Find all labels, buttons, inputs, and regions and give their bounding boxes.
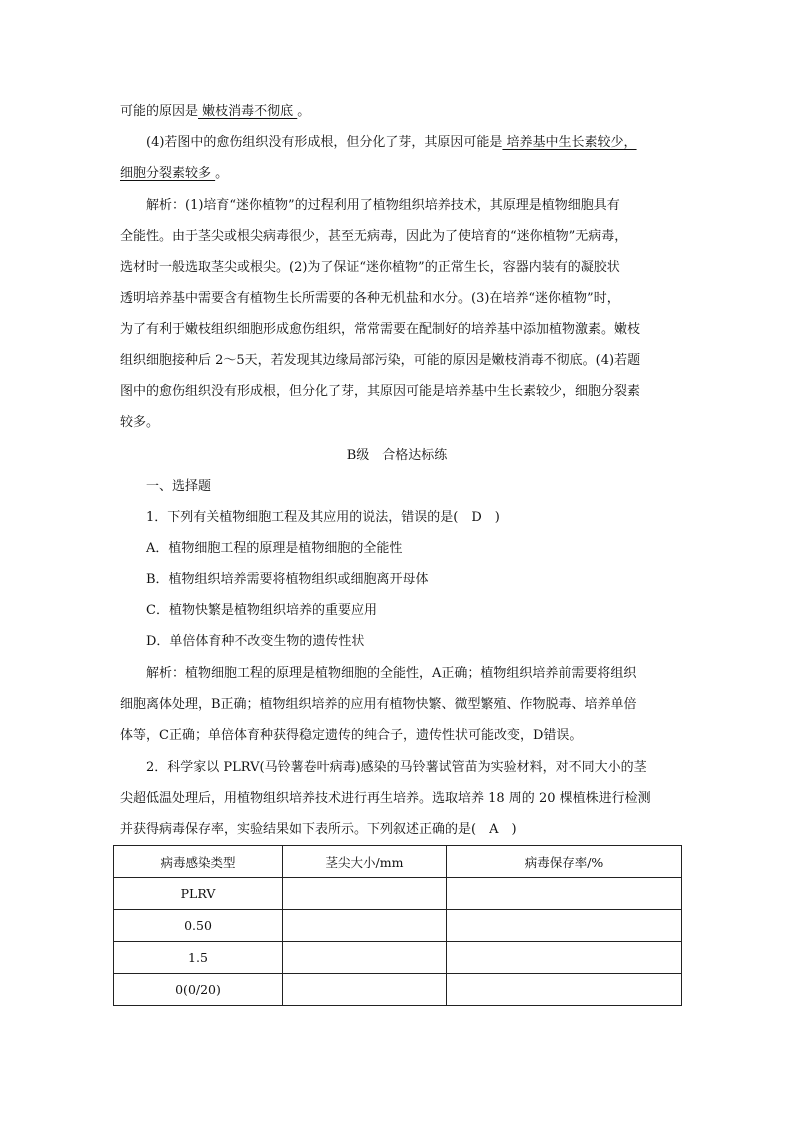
table-header-row [114,846,682,878]
table-cell [283,974,447,1006]
table-row [114,942,682,974]
table-cell: 0(0/20) [114,974,283,1006]
analysis-line: 选材时一般选取茎尖或根尖。(2)为了保证“迷你植物”的正常生长，容器内装有的凝胶状 [120,260,620,275]
header-tip-size: 茎尖大小/mm [283,846,447,878]
table-cell [447,942,682,974]
answer-line-1 [120,102,310,122]
answer-line-3 [120,164,228,184]
question-2-stem: 2．科学家以 PLRV(马铃薯卷叶病毒)感染的马铃薯试管苗为实验材料，对不同大小的茎 [146,760,647,775]
table-cell [283,878,447,910]
table-row [114,910,682,942]
analysis-line: 较多。 [120,415,160,430]
option-b: B．植物组织培养需要将植物组织或细胞离开母体 [146,572,429,587]
table-cell [447,878,682,910]
answer-line-2 [146,133,637,153]
answer-fill: 嫩枝消毒不彻底 [198,104,298,119]
q1-analysis-line: 细胞离体处理，B正确；植物组织培养的应用有植物快繁、微型繁殖、作物脱毒、培养单倍 [120,697,637,712]
answer-suffix: 。 [215,166,229,181]
q1-analysis-line: 解析：植物细胞工程的原理是植物细胞的全能性，A正确；植物组织培养前需要将组织 [146,666,637,681]
table-row [114,878,682,910]
question-2-stem: 并获得病毒保存率，实验结果如下表所示。下列叙述正确的是( A ) [120,822,517,837]
answer-fill: 细胞分裂素较多 [120,166,216,181]
table-cell: 1.5 [114,942,283,974]
analysis-line: 组织细胞接种后 2～5天，若发现其边缘局部污染，可能的原因是嫩枝消毒不彻底。(4)若题 [120,353,641,368]
analysis-line: 为了有利于嫩枝组织细胞形成愈伤组织，常常需要在配制好的培养基中添加植物激素。嫩枝 [120,322,641,337]
question-1-stem: 1．下列有关植物细胞工程及其应用的说法，错误的是( D ) [146,510,500,525]
question-2-stem: 尖超低温处理后，用植物组织培养技术进行再生培养。选取培养 18 周的 20 棵植株进行检测 [120,791,651,806]
answer-fill: 培养基中生长素较少， [502,135,637,150]
header-infection-type: 病毒感染类型 [114,846,283,878]
option-c: C．植物快繁是植物组织培养的重要应用 [146,603,377,618]
header-preservation-rate: 病毒保存率/% [447,846,682,878]
table-cell [283,942,447,974]
table-cell: PLRV [114,878,283,910]
section-title: B级 合格达标练 [346,448,448,463]
table-cell [447,910,682,942]
table-cell [447,974,682,1006]
subsection-title: 一、选择题 [146,479,212,494]
analysis-line: 图中的愈伤组织没有形成根，但分化了芽，其原因可能是培养基中生长素较少，细胞分裂素 [120,384,641,399]
table-row [114,974,682,1006]
virus-preservation-table [113,845,682,1006]
analysis-line: 透明培养基中需要含有植物生长所需要的各种无机盐和水分。(3)在培养“迷你植物”时， [120,291,620,306]
answer-prefix: (4)若图中的愈伤组织没有形成根，但分化了芽，其原因可能是 [146,135,503,150]
q1-analysis-line: 体等，C正确；单倍体育种获得稳定遗传的纯合子，遗传性状可能改变，D错误。 [120,728,583,743]
table-cell [283,910,447,942]
option-a: A．植物细胞工程的原理是植物细胞的全能性 [146,541,403,556]
analysis-line: 解析：(1)培育“迷你植物”的过程利用了植物组织培养技术，其原理是植物细胞具有 [146,198,620,213]
table-cell: 0.50 [114,910,283,942]
answer-prefix: 可能的原因是 [120,104,199,119]
analysis-line: 全能性。由于茎尖或根尖病毒很少，甚至无病毒，因此为了使培育的“迷你植物”无病毒， [120,229,628,244]
answer-suffix: 。 [297,104,311,119]
option-d: D．单倍体育种不改变生物的遗传性状 [146,634,365,649]
